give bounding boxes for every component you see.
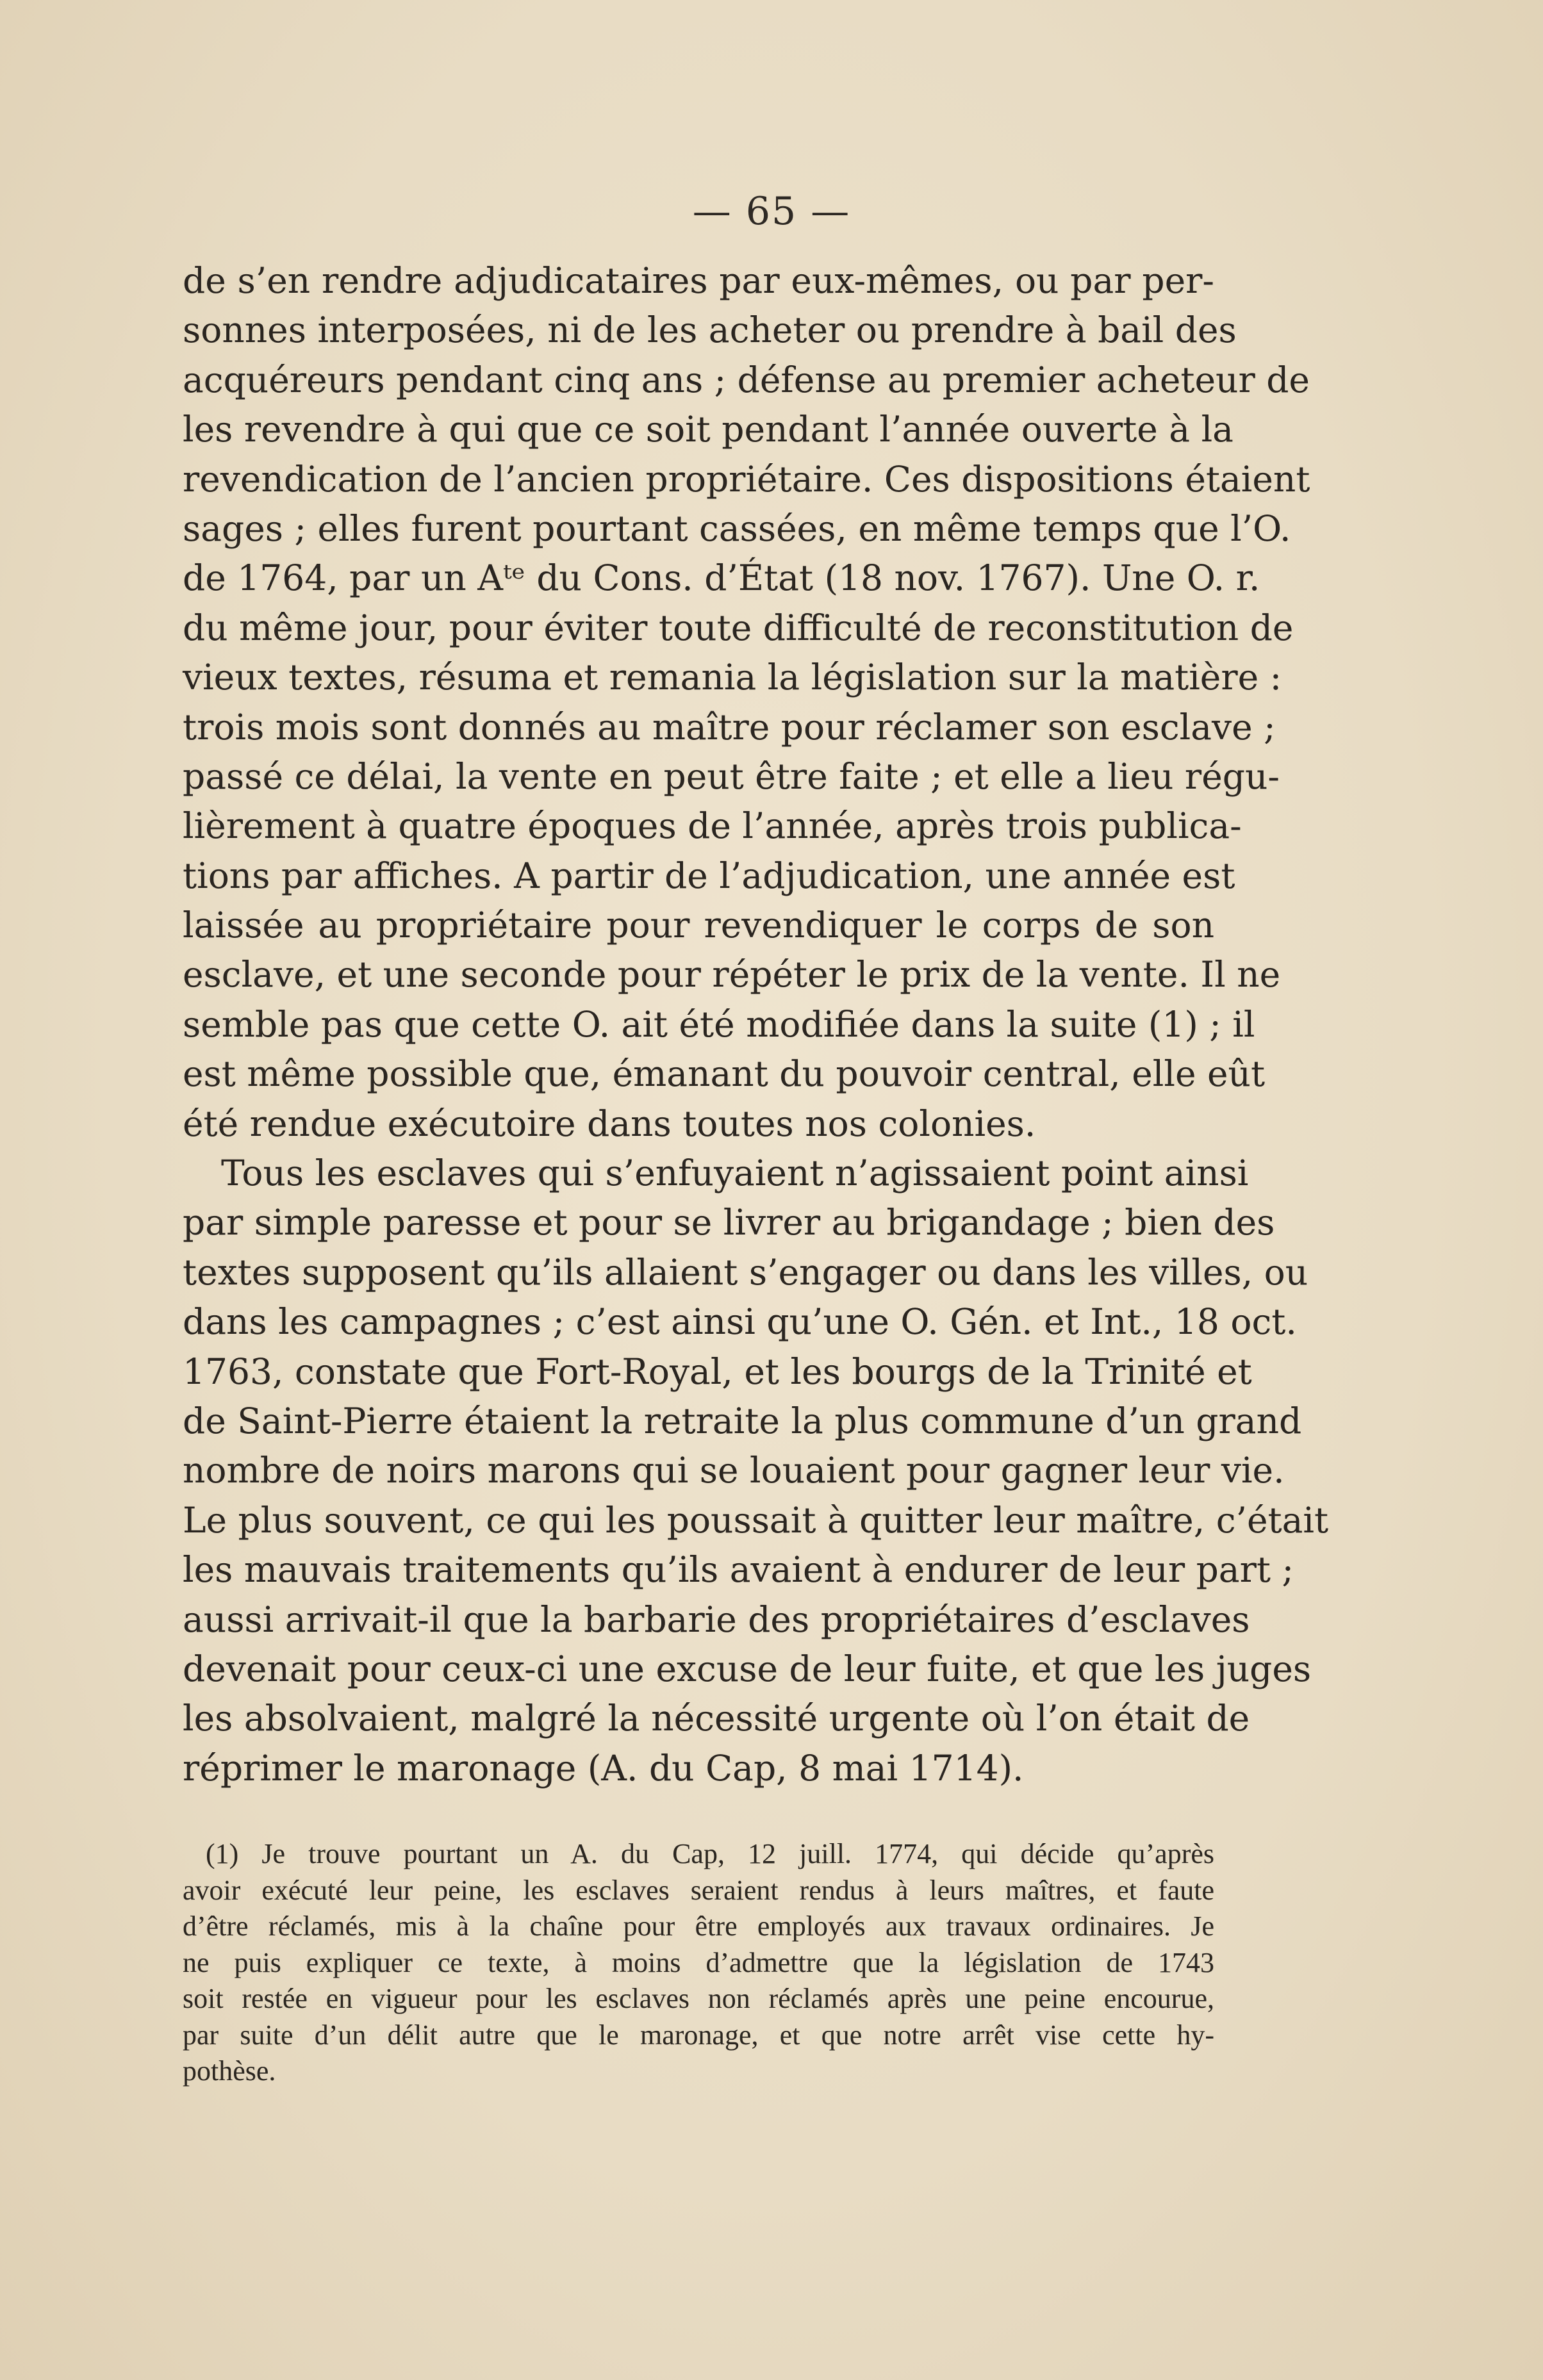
text-line: revendication de l’ancien propriétaire. Ces dispositions étaient xyxy=(183,458,1310,500)
text-line: tions par affiches. A partir de l’adjudication, une année est xyxy=(183,855,1235,896)
text-line: sonnes interposées, ni de les acheter ou prendre à bail des xyxy=(183,309,1237,351)
footnote-line: ne puis expliquer ce texte, à moins d’admettre que la législation de 1743 xyxy=(183,1946,1214,1978)
text-line: aussi arrivait-il que la barbarie des propriétaires d’esclaves xyxy=(183,1598,1250,1640)
text-line: réprimer le maronage (A. du Cap, 8 mai 1714). xyxy=(183,1747,1024,1789)
text-line: esclave, et une seconde pour répéter le prix de la vente. Il ne xyxy=(183,954,1281,996)
text-line: sages ; elles furent pourtant cassées, en même temps que l’O. xyxy=(183,507,1291,549)
footnote-line: pothèse. xyxy=(183,2055,276,2087)
text-line: de 1764, par un Aᵗᵉ du Cons. d’État (18 nov. 1767). Une O. r. xyxy=(183,557,1260,599)
text-line: les revendre à qui que ce soit pendant l’année ouverte à la xyxy=(183,409,1234,450)
text-line: passé ce délai, la vente en peut être faite ; et elle a lieu régu- xyxy=(183,755,1280,797)
text-line: semble pas que cette O. ait été modifiée dans la suite (1) ; il xyxy=(183,1003,1255,1045)
body-text xyxy=(183,256,1329,1793)
text-line: été rendue exécutoire dans toutes nos colonies. xyxy=(183,1103,1036,1144)
text-line: 1763, constate que Fort-Royal, et les bourgs de la Trinité et xyxy=(183,1350,1252,1392)
footnote-line: par suite d’un délit autre que le maronage, et que notre arrêt vise cette hy- xyxy=(183,2019,1214,2051)
text-line: les mauvais traitements qu’ils avaient à endurer de leur part ; xyxy=(183,1549,1294,1591)
text-line: acquéreurs pendant cinq ans ; défense au premier acheteur de xyxy=(183,359,1310,400)
text-line: laissée au propriétaire pour revendiquer le corps de son xyxy=(183,905,1214,946)
text-line: par simple paresse et pour se livrer au brigandage ; bien des xyxy=(183,1202,1275,1243)
text-line: les absolvaient, malgré la nécessité urgente où l’on était de xyxy=(183,1698,1250,1739)
text-line: lièrement à quatre époques de l’année, après trois publica- xyxy=(183,805,1242,847)
text-line: Tous les esclaves qui s’enfuyaient n’agissaient point ainsi xyxy=(221,1153,1249,1194)
footnote-line: soit restée en vigueur pour les esclaves non réclamés après une peine encourue, xyxy=(183,1983,1214,2014)
footnote-line: (1) Je trouve pourtant un A. du Cap, 12 juill. 1774, qui décide qu’après xyxy=(206,1838,1214,1869)
footnote-line: d’être réclamés, mis à la chaîne pour être employés aux travaux ordinaires. Je xyxy=(183,1910,1214,1942)
text-line: nombre de noirs marons qui se louaient pour gagner leur vie. xyxy=(183,1450,1285,1491)
footnote xyxy=(183,1836,1214,2090)
text-line: du même jour, pour éviter toute difficulté de reconstitution de xyxy=(183,607,1294,648)
text-line: de s’en rendre adjudicataires par eux-mêmes, ou par per- xyxy=(183,260,1214,301)
text-line: devenait pour ceux-ci une excuse de leur fuite, et que les juges xyxy=(183,1648,1312,1689)
text-line: vieux textes, résuma et remania la législation sur la matière : xyxy=(183,657,1282,698)
text-line: textes supposent qu’ils allaient s’engager ou dans les villes, ou xyxy=(183,1251,1308,1293)
text-line: est même possible que, émanant du pouvoir central, elle eût xyxy=(183,1053,1266,1095)
footnote-line: avoir exécuté leur peine, les esclaves seraient rendus à leurs maîtres, et faute xyxy=(183,1874,1214,1906)
text-line: de Saint-Pierre étaient la retraite la plus commune d’un grand xyxy=(183,1400,1302,1441)
text-line: trois mois sont donnés au maître pour réclamer son esclave ; xyxy=(183,706,1276,748)
page-number: — 65 — xyxy=(692,189,851,234)
text-line: dans les campagnes ; c’est ainsi qu’une O. Gén. et Int., 18 oct. xyxy=(183,1301,1297,1343)
text-line: Le plus souvent, ce qui les poussait à quitter leur maître, c’était xyxy=(183,1499,1329,1541)
